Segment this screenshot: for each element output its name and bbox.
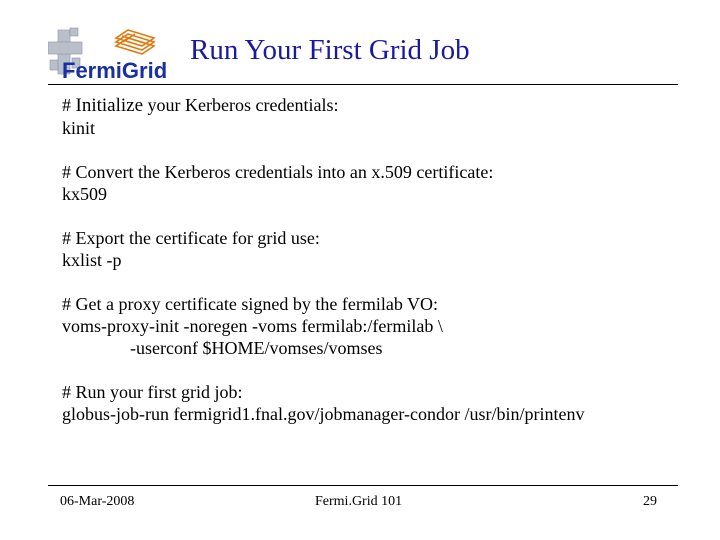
fermigrid-logo	[48, 24, 178, 82]
step-export	[62, 227, 702, 271]
footer-title: Fermi.Grid 101	[315, 494, 403, 509]
step-convert	[62, 161, 702, 205]
step-command: globus-job-run fermigrid1.fnal.gov/jobmanager-condor /usr/bin/printenv	[62, 404, 585, 424]
logo-text: FermiGrid	[62, 58, 168, 82]
step-command: kx509	[62, 184, 107, 204]
bottom-divider	[48, 485, 678, 486]
step-comment: # Run your first grid job:	[62, 382, 243, 402]
slide-body	[62, 94, 702, 447]
step-comment: # Export the certificate for grid use:	[62, 228, 320, 248]
step-comment: # Get a proxy certificate signed by the fermilab VO:	[62, 294, 439, 314]
step-comment: # Convert the Kerberos credentials into an x.509 certificate:	[62, 162, 494, 182]
step-command: voms-proxy-init -noregen -voms fermilab:/fermilab \	[62, 316, 443, 336]
step-command: kxlist -p	[62, 250, 122, 270]
footer-date: 06-Mar-2008	[60, 494, 135, 509]
step-proxy	[62, 293, 702, 359]
slide-title: Run Your First Grid Job	[190, 34, 470, 66]
step-run-job	[62, 381, 702, 425]
step-initialize	[62, 94, 702, 139]
step-command-continued: -userconf $HOME/vomses/vomses	[130, 338, 383, 358]
step-comment: # Initialize your Kerberos credentials:	[62, 95, 339, 116]
top-divider	[48, 84, 678, 85]
page-number: 29	[643, 494, 657, 509]
step-command: kinit	[62, 118, 96, 138]
